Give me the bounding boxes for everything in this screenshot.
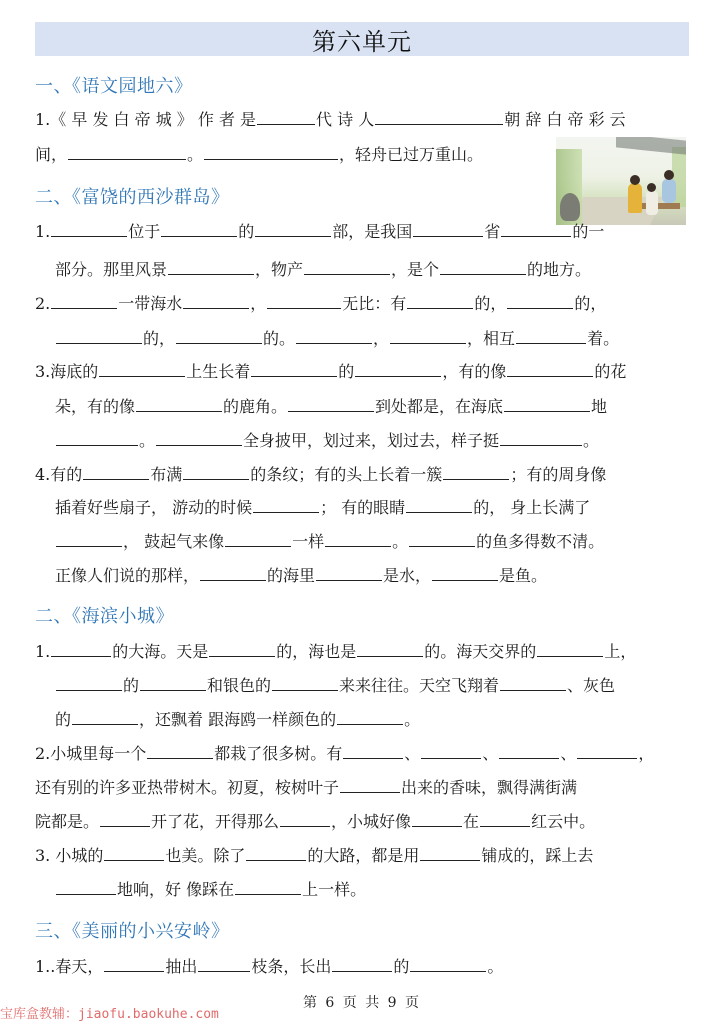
fill-in-blank[interactable] (316, 562, 382, 581)
exercise-text: 的 (393, 957, 410, 976)
fill-in-blank[interactable] (340, 774, 400, 793)
exercise-text: ， 鼓起气来像 (123, 532, 225, 551)
exercise-text: 和银色的 (207, 676, 272, 695)
exercise-text: 3.海底的 (35, 362, 99, 381)
exercise-text: 的鱼多得数不清。 (476, 532, 605, 551)
fill-in-blank[interactable] (577, 740, 637, 759)
exercise-text: 位于 (128, 222, 161, 241)
fill-in-blank[interactable] (246, 842, 306, 861)
fill-in-blank[interactable] (253, 494, 319, 513)
exercise-text: 的海里 (267, 566, 316, 585)
exercise-line (35, 808, 595, 834)
fill-in-blank[interactable] (420, 842, 480, 861)
fill-in-blank[interactable] (325, 528, 391, 547)
exercise-text: 省 (484, 222, 501, 241)
fill-in-blank[interactable] (507, 290, 573, 309)
exercise-text: 无比：有 (342, 294, 407, 313)
fill-in-blank[interactable] (410, 953, 486, 972)
fill-in-blank[interactable] (296, 325, 372, 344)
section-title: 三、《美丽的小兴安岭》 (35, 921, 230, 942)
exercise-text: 院都是。 (35, 812, 100, 831)
fill-in-blank[interactable] (56, 876, 116, 895)
exercise-text: 部，是我国 (332, 222, 413, 241)
exercise-text: ，相互 (467, 329, 516, 348)
fill-in-blank[interactable] (198, 953, 250, 972)
exercise-text: 是鱼。 (499, 566, 548, 585)
fill-in-blank[interactable] (204, 141, 338, 160)
fill-in-blank[interactable] (432, 562, 498, 581)
fill-in-blank[interactable] (407, 290, 473, 309)
exercise-text: 到处都是，在海底 (375, 397, 504, 416)
exercise-text: ，轻舟已过万重山。 (339, 145, 484, 164)
fill-in-blank[interactable] (56, 528, 122, 547)
fill-in-blank[interactable] (51, 218, 127, 237)
fill-in-blank[interactable] (68, 141, 186, 160)
exercise-line (55, 876, 366, 902)
fill-in-blank[interactable] (83, 461, 149, 480)
fill-in-blank[interactable] (272, 672, 338, 691)
fill-in-blank[interactable] (140, 672, 206, 691)
exercise-text: ，是个 (391, 260, 440, 279)
exercise-line (55, 706, 420, 732)
exercise-line (55, 427, 599, 453)
exercise-text: 插着好些扇子， 游动的时候 (55, 498, 253, 517)
fill-in-blank[interactable] (343, 740, 403, 759)
exercise-line (35, 638, 636, 664)
fill-in-blank[interactable] (168, 256, 254, 275)
exercise-text: 的条纹；有的头上长着一簇 (250, 465, 443, 484)
fill-in-blank[interactable] (183, 290, 249, 309)
fill-in-blank[interactable] (406, 494, 472, 513)
exercise-text: 、 (560, 744, 577, 763)
exercise-line (55, 672, 615, 698)
exercise-text: 正像人们说的那样， (55, 566, 200, 585)
exercise-text: 的鹿角。 (223, 397, 288, 416)
exercise-line (35, 774, 577, 800)
fill-in-blank[interactable] (56, 427, 138, 446)
exercise-text: 朝 辞 白 帝 彩 云 (504, 110, 626, 129)
fill-in-blank[interactable] (225, 528, 291, 547)
exercise-text: ， (250, 294, 267, 313)
exercise-text: 开了花，开得那么 (151, 812, 280, 831)
exercise-line (35, 842, 593, 868)
exercise-text: 1. (35, 222, 51, 241)
exercise-text: 的花 (594, 362, 627, 381)
exercise-text: 的 (55, 710, 72, 729)
fill-in-blank[interactable] (440, 256, 526, 275)
exercise-text: 地响，好 像踩在 (117, 880, 235, 899)
exercise-text: 4.有的 (35, 465, 83, 484)
fill-in-blank[interactable] (200, 562, 266, 581)
unit-title-band (35, 22, 689, 56)
exercise-text: 的地方。 (527, 260, 592, 279)
roof-shape (616, 137, 686, 155)
child-figure (662, 179, 676, 203)
child-figure (628, 183, 642, 213)
fill-in-blank[interactable] (257, 106, 315, 125)
fill-in-blank[interactable] (100, 808, 150, 827)
exercise-text: 。 (583, 431, 600, 450)
exercise-text: 上， (604, 642, 637, 661)
exercise-text: 地 (591, 397, 608, 416)
child-head (630, 175, 640, 185)
fill-in-blank[interactable] (443, 461, 509, 480)
section-title: 二、《海滨小城》 (35, 606, 174, 627)
fill-in-blank[interactable] (72, 706, 138, 725)
page-indicator: 第 6 页 共 9 页 (302, 995, 422, 1011)
fill-in-blank[interactable] (375, 106, 503, 125)
fill-in-blank[interactable] (480, 808, 530, 827)
fill-in-blank[interactable] (337, 706, 403, 725)
fill-in-blank[interactable] (413, 218, 483, 237)
exercise-text: 一样 (292, 532, 325, 551)
exercise-text: 。 (404, 710, 421, 729)
fill-in-blank[interactable] (255, 218, 331, 237)
exercise-text: 的， 身上长满了 (473, 498, 591, 517)
exercise-text: 、 (482, 744, 499, 763)
fill-in-blank[interactable] (507, 358, 593, 377)
exercise-line (35, 290, 606, 316)
fill-in-blank[interactable] (56, 325, 142, 344)
exercise-text: ， (373, 329, 390, 348)
fill-in-blank[interactable] (288, 393, 374, 412)
fill-in-blank[interactable] (104, 953, 164, 972)
exercise-line (35, 461, 606, 487)
exercise-text: ； 有的眼睛 (320, 498, 406, 517)
exercise-text: 、灰色 (567, 676, 616, 695)
fill-in-blank[interactable] (537, 638, 603, 657)
exercise-line (35, 141, 483, 167)
child-head (664, 170, 674, 180)
exercise-text: 上一样。 (302, 880, 367, 899)
exercise-text: 在 (463, 812, 480, 831)
exercise-text: 。 (187, 145, 204, 164)
exercise-text: 来来往往。天空飞翔着 (339, 676, 500, 695)
exercise-text: 的 (238, 222, 255, 241)
exercise-text: 布满 (150, 465, 183, 484)
fill-in-blank[interactable] (251, 358, 337, 377)
section-title: 一、《语文园地六》 (35, 76, 193, 97)
exercise-text: 。 (392, 532, 409, 551)
exercise-text: 朵，有的像 (55, 397, 136, 416)
exercise-text: 代 诗 人 (316, 110, 375, 129)
exercise-text: 的。海天交界的 (424, 642, 537, 661)
exercise-line (55, 562, 547, 588)
fill-in-blank[interactable] (500, 427, 582, 446)
exercise-text: 的， (474, 294, 507, 313)
exercise-text: 全身披甲，划过来，划过去，样子挺 (243, 431, 500, 450)
exercise-text: 抽出 (165, 957, 198, 976)
fill-in-blank[interactable] (355, 358, 441, 377)
exercise-line (35, 953, 503, 979)
exercise-text: 上生长着 (186, 362, 251, 381)
exercise-text: 红云中。 (531, 812, 596, 831)
exercise-text: ，还飘着 跟海鸥一样颜色的 (139, 710, 337, 729)
exercise-text: 的一 (572, 222, 605, 241)
exercise-line (55, 494, 590, 520)
exercise-text: ， (638, 744, 655, 763)
exercise-text: 的大路，都是用 (307, 846, 420, 865)
story-illustration (556, 137, 686, 225)
fill-in-blank[interactable] (209, 638, 275, 657)
exercise-text: 、 (404, 744, 421, 763)
exercise-text: 的， (143, 329, 176, 348)
exercise-text: 间， (35, 145, 68, 164)
fill-in-blank[interactable] (504, 393, 590, 412)
exercise-line (35, 106, 626, 132)
exercise-text: 的 (123, 676, 140, 695)
fill-in-blank[interactable] (280, 808, 330, 827)
exercise-text: 2. (35, 294, 51, 313)
exercise-text: 1..春天， (35, 957, 104, 976)
fill-in-blank[interactable] (176, 325, 262, 344)
exercise-text: 的， (574, 294, 607, 313)
exercise-text: 的。 (263, 329, 296, 348)
exercise-line (55, 256, 591, 282)
fill-in-blank[interactable] (104, 842, 164, 861)
exercise-text: 是水， (383, 566, 432, 585)
fill-in-blank[interactable] (421, 740, 481, 759)
exercise-text: 的，海也是 (276, 642, 357, 661)
exercise-text: 。 (139, 431, 156, 450)
fill-in-blank[interactable] (409, 528, 475, 547)
exercise-text: 1. (35, 642, 51, 661)
fill-in-blank[interactable] (56, 672, 122, 691)
fill-in-blank[interactable] (304, 256, 390, 275)
exercise-line (55, 528, 604, 554)
fill-in-blank[interactable] (235, 876, 301, 895)
fill-in-blank[interactable] (161, 218, 237, 237)
fill-in-blank[interactable] (332, 953, 392, 972)
exercise-text: ，有的像 (442, 362, 507, 381)
exercise-line (55, 393, 607, 419)
exercise-text: ，小城好像 (331, 812, 412, 831)
child-figure (646, 191, 658, 215)
exercise-text: 也美。除了 (165, 846, 246, 865)
exercise-line (35, 740, 654, 766)
exercise-text: 都栽了很多树。有 (214, 744, 343, 763)
exercise-text: 。 (487, 957, 504, 976)
exercise-line (35, 358, 626, 384)
fill-in-blank[interactable] (499, 740, 559, 759)
fill-in-blank[interactable] (412, 808, 462, 827)
exercise-text: ；有的周身像 (510, 465, 607, 484)
exercise-line (55, 325, 619, 351)
unit-title: 第六单元 (312, 27, 412, 56)
fill-in-blank[interactable] (99, 358, 185, 377)
exercise-text: 3. 小城的 (35, 846, 104, 865)
exercise-text: 的大海。天是 (112, 642, 209, 661)
exercise-text: ，物产 (255, 260, 304, 279)
fill-in-blank[interactable] (156, 427, 242, 446)
fill-in-blank[interactable] (516, 325, 586, 344)
exercise-text: 枝条，长出 (251, 957, 332, 976)
fill-in-blank[interactable] (51, 290, 117, 309)
exercise-text: 的 (338, 362, 355, 381)
fill-in-blank[interactable] (183, 461, 249, 480)
exercise-text: 出来的香味，飘得满街满 (401, 778, 578, 797)
watermark-text: 宝库盒教辅：jiaofu.baokuhe.com (0, 1007, 219, 1022)
child-head (647, 183, 656, 192)
fill-in-blank[interactable] (501, 218, 571, 237)
fill-in-blank[interactable] (147, 740, 213, 759)
fill-in-blank[interactable] (267, 290, 341, 309)
exercise-text: 部分。那里风景 (55, 260, 168, 279)
fill-in-blank[interactable] (136, 393, 222, 412)
rock-shape (560, 193, 580, 221)
section-title: 二、《富饶的西沙群岛》 (35, 187, 230, 208)
exercise-text: 2.小城里每一个 (35, 744, 147, 763)
exercise-line (35, 218, 604, 244)
exercise-text: 铺成的，踩上去 (481, 846, 594, 865)
exercise-text: 一带海水 (118, 294, 183, 313)
exercise-text: 着。 (587, 329, 620, 348)
fill-in-blank[interactable] (500, 672, 566, 691)
desk-shape (636, 203, 680, 209)
fill-in-blank[interactable] (51, 638, 111, 657)
fill-in-blank[interactable] (390, 325, 466, 344)
exercise-text: 还有别的许多亚热带树木。初夏，桉树叶子 (35, 778, 340, 797)
exercise-text: 1.《 早 发 白 帝 城 》 作 者 是 (35, 110, 257, 129)
fill-in-blank[interactable] (357, 638, 423, 657)
